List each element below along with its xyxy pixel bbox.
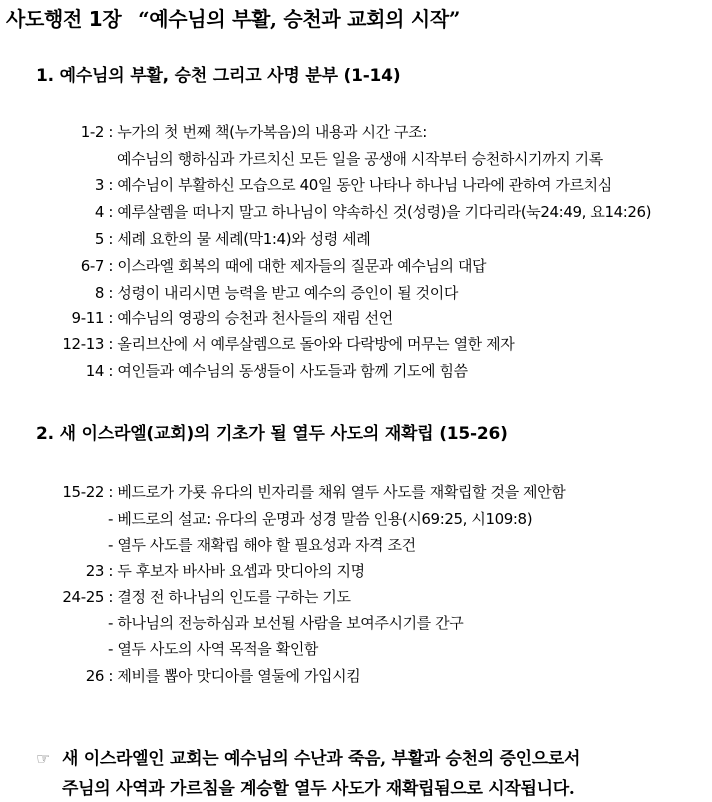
verse-ref: 5 <box>94 230 104 248</box>
verse-ref: 8 <box>94 284 104 302</box>
list-item: 9-11 : 예수님의 영광의 승천과 천사들의 재림 선언 <box>66 307 393 328</box>
item-text: 베드로가 가룟 유다의 빈자리를 채워 열두 사도를 재확립할 것을 제안함 <box>117 483 566 501</box>
list-item <box>108 638 318 659</box>
item-text: 두 후보자 바사바 요셉과 맛디아의 지명 <box>117 562 365 580</box>
item-text: 제비를 뽑아 맛디아를 열둘에 가입시킴 <box>117 667 361 685</box>
list-item: 24-25 : 결정 전 하나님의 인도를 구하는 기도 <box>52 586 351 607</box>
list-item: 3 : 예수님이 부활하신 모습으로 40일 동안 나타나 하나님 나라에 관하여 가르치심 <box>66 174 612 195</box>
item-text: 세례 요한의 물 세례(막1:4)와 성령 세례 <box>117 230 371 248</box>
item-text: 여인들과 예수님의 동생들이 사도들과 함께 기도에 힘씀 <box>117 362 468 380</box>
list-item <box>117 148 603 169</box>
closing-line-2: 주님의 사역과 가르침을 계승할 열두 사도가 재확립됨으로 시작됩니다. <box>62 779 575 799</box>
item-text: 예루살렘을 떠나지 말고 하나님이 약속하신 것(성령)을 기다리라(눅24:49, 요14:26) <box>117 203 652 221</box>
item-text: 예수님의 행하심과 가르치신 모든 일을 공생애 시작부터 승천하시기까지 기록 <box>117 150 603 168</box>
list-item <box>108 534 416 555</box>
item-text: 예수님이 부활하신 모습으로 40일 동안 나타나 하나님 나라에 관하여 가르치심 <box>117 176 612 194</box>
title-quoted: “예수님의 부활, 승천과 교회의 시작” <box>138 7 461 31</box>
item-text: 누가의 첫 번째 책(누가복음)의 내용과 시간 구조: <box>117 123 427 141</box>
verse-ref: 6-7 <box>80 257 104 275</box>
item-text: - 열두 사도를 재확립 해야 할 필요성과 자격 조건 <box>108 536 416 554</box>
list-item: 14 : 여인들과 예수님의 동생들이 사도들과 함께 기도에 힘씀 <box>66 360 468 381</box>
verse-ref: 3 <box>94 176 104 194</box>
item-text: 이스라엘 회복의 때에 대한 제자들의 질문과 예수님의 대답 <box>117 257 487 275</box>
section2-heading: 2. 새 이스라엘(교회)의 기초가 될 열두 사도의 재확립 (15-26) <box>36 424 508 444</box>
list-item: 26 : 제비를 뽑아 맛디아를 열둘에 가입시킴 <box>52 665 360 686</box>
pointing-hand-icon: ☞ <box>36 749 51 768</box>
verse-ref: 1-2 <box>80 123 104 141</box>
list-item: 15-22 : 베드로가 가룟 유다의 빈자리를 채워 열두 사도를 재확립할 것을 제안함 <box>52 481 565 502</box>
verse-ref: 26 <box>85 667 104 685</box>
item-text: 올리브산에 서 예루살렘으로 돌아와 다락방에 머무는 열한 제자 <box>117 335 515 353</box>
list-item <box>108 612 463 633</box>
list-item: 1-2 : 누가의 첫 번째 책(누가복음)의 내용과 시간 구조: <box>66 121 427 142</box>
item-text: - 열두 사도의 사역 목적을 확인함 <box>108 640 319 658</box>
list-item: 8 : 성령이 내리시면 능력을 받고 예수의 증인이 될 것이다 <box>66 282 458 303</box>
list-item: 5 : 세례 요한의 물 세례(막1:4)와 성령 세례 <box>66 228 370 249</box>
section1-heading: 1. 예수님의 부활, 승천 그리고 사명 분부 (1-14) <box>36 66 401 86</box>
list-item <box>108 508 532 529</box>
verse-ref: 15-22 <box>62 483 104 501</box>
verse-ref: 9-11 <box>71 309 104 327</box>
item-text: 예수님의 영광의 승천과 천사들의 재림 선언 <box>117 309 393 327</box>
item-text: - 베드로의 설교: 유다의 운명과 성경 말씀 인용(시69:25, 시109:8) <box>108 510 533 528</box>
title-prefix: 사도행전 1장 <box>6 7 122 31</box>
verse-ref: 12-13 <box>62 335 104 353</box>
verse-ref: 4 <box>94 203 104 221</box>
verse-ref: 24-25 <box>62 588 104 606</box>
list-item: 4 : 예루살렘을 떠나지 말고 하나님이 약속하신 것(성령)을 기다리라(눅24:49, 요14:26) <box>66 201 651 222</box>
item-text: - 하나님의 전능하심과 보선될 사람을 보여주시기를 간구 <box>108 614 464 632</box>
verse-ref: 14 <box>85 362 104 380</box>
list-item: 23 : 두 후보자 바사바 요셉과 맛디아의 지명 <box>52 560 365 581</box>
page-title <box>6 3 460 32</box>
list-item: 12-13 : 올리브산에 서 예루살렘으로 돌아와 다락방에 머무는 열한 제자 <box>58 333 514 354</box>
item-text: 결정 전 하나님의 인도를 구하는 기도 <box>117 588 351 606</box>
list-item: 6-7 : 이스라엘 회복의 때에 대한 제자들의 질문과 예수님의 대답 <box>66 255 486 276</box>
verse-ref: 23 <box>85 562 104 580</box>
closing-line-1: 새 이스라엘인 교회는 예수님의 수난과 죽음, 부활과 승천의 증인으로서 <box>62 749 581 769</box>
item-text: 성령이 내리시면 능력을 받고 예수의 증인이 될 것이다 <box>117 284 458 302</box>
